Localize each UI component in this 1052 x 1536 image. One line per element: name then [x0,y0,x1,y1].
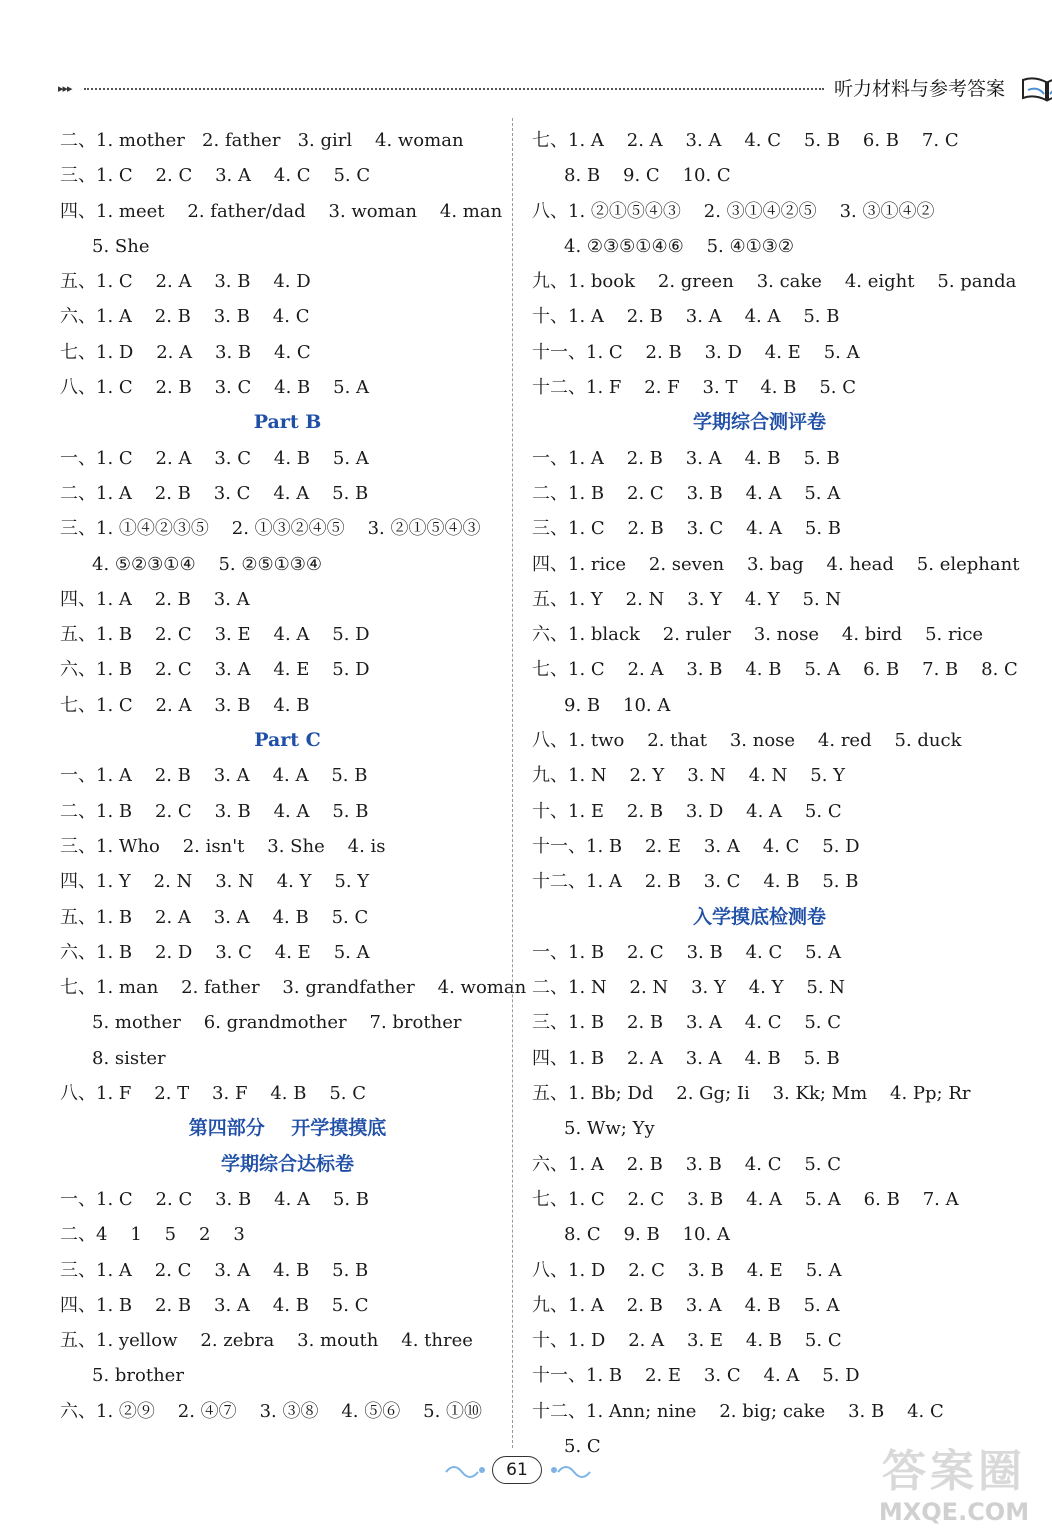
answer-line: 十一、1. B 2. E 3. A 4. C 5. D [532,835,860,857]
answer-line: 六、1. black 2. ruler 3. nose 4. bird 5. rice [532,624,984,646]
answer-line: 十、1. E 2. B 3. D 4. A 5. C [532,800,842,822]
section-heading: 学期综合达标卷 [220,1152,354,1175]
column-divider [512,118,513,1448]
answer-line: 三、1. B 2. B 3. A 4. C 5. C [532,1012,842,1034]
answer-line-continued: 5. brother [92,1365,184,1387]
answer-line: 四、1. meet 2. father/dad 3. woman 4. man [60,200,503,222]
answer-line: 四、1. Y 2. N 3. N 4. Y 5. Y [60,871,370,893]
answer-line-continued: 8. sister [92,1047,166,1069]
answer-line-continued: 5. C [564,1435,601,1457]
answer-line-continued: 4. ②③⑤①④⑥ 5. ④①③② [564,235,795,257]
answer-line: 二、4 1 5 2 3 [60,1224,245,1246]
answer-line: 四、1. rice 2. seven 3. bag 4. head 5. elephant [532,553,1020,575]
answer-line: 三、1. ①④②③⑤ 2. ①③②④⑤ 3. ②①⑤④③ [60,518,481,540]
answer-line: 二、1. B 2. C 3. B 4. A 5. A [532,482,841,504]
answer-line: 五、1. Y 2. N 3. Y 4. Y 5. N [532,588,842,610]
answer-line: 六、1. A 2. B 3. B 4. C [60,306,310,328]
answer-line: 六、1. B 2. D 3. C 4. E 5. A [60,941,370,963]
answer-line: 八、1. D 2. C 3. B 4. E 5. A [532,1259,842,1281]
answer-line: 五、1. B 2. A 3. A 4. B 5. C [60,906,369,928]
answer-line: 五、1. yellow 2. zebra 3. mouth 4. three [60,1330,473,1352]
answer-line: 四、1. B 2. B 3. A 4. B 5. C [60,1294,369,1316]
answer-line: 七、1. A 2. A 3. A 4. C 5. B 6. B 7. C [532,130,959,151]
answer-line: 九、1. A 2. B 3. A 4. B 5. A [532,1294,840,1316]
answer-line: 十二、1. Ann; nine 2. big; cake 3. B 4. C [532,1400,944,1422]
answers-right-column [532,123,1020,1464]
answer-line: 七、1. D 2. A 3. B 4. C [60,341,311,363]
answer-line: 十二、1. A 2. B 3. C 4. B 5. B [532,871,859,893]
answer-line: 六、1. ②⑨ 2. ④⑦ 3. ③⑧ 4. ⑤⑥ 5. ①⑩ [60,1400,483,1422]
answer-line: 八、1. C 2. B 3. C 4. B 5. A [60,377,370,399]
answer-line-continued: 4. ⑤②③①④ 5. ②⑤①③④ [92,553,323,575]
header-title: 听力材料与参考答案 [834,78,1006,100]
answer-line-continued: 8. B 9. C 10. C [564,165,731,187]
answer-line: 六、1. B 2. C 3. A 4. E 5. D [60,659,370,681]
watermark [864,1446,1044,1532]
answers-left-column [60,123,527,1429]
answer-line: 八、1. two 2. that 3. nose 4. red 5. duck [532,730,962,752]
answer-line: 九、1. book 2. green 3. cake 4. eight 5. panda [532,271,1017,293]
watermark-top-text: 答案圈 [882,1446,1026,1497]
section-heading: 第四部分 开学摸摸底 [188,1117,387,1140]
section-heading: Part B [253,411,322,434]
page-number: 61 [492,1456,542,1484]
answer-line: 三、1. C 2. B 3. C 4. A 5. B [532,518,842,540]
section-heading: 学期综合测评卷 [692,411,826,434]
answer-line: 三、1. Who 2. isn't 3. She 4. is [60,835,386,857]
answer-line: 五、1. B 2. C 3. E 4. A 5. D [60,624,370,646]
answer-line: 二、1. N 2. N 3. Y 4. Y 5. N [532,977,846,999]
answer-line: 五、1. C 2. A 3. B 4. D [60,271,311,293]
answer-line: 十一、1. B 2. E 3. C 4. A 5. D [532,1365,860,1387]
answer-line: 一、1. A 2. B 3. A 4. A 5. B [60,765,368,787]
answer-line: 八、1. ②①⑤④③ 2. ③①④②⑤ 3. ③①④② [532,200,935,222]
answer-line: 四、1. B 2. A 3. A 4. B 5. B [532,1047,840,1069]
answer-line: 十、1. A 2. B 3. A 4. A 5. B [532,306,840,328]
page-footer [440,1456,620,1486]
answer-line-continued: 5. She [92,235,150,257]
answer-line: 一、1. A 2. B 3. A 4. B 5. B [532,447,840,469]
watermark-bottom-text: MXQE.COM [878,1498,1030,1526]
answer-line: 六、1. A 2. B 3. B 4. C 5. C [532,1153,842,1175]
answer-line-continued: 8. C 9. B 10. A [564,1224,730,1246]
answer-line: 三、1. C 2. C 3. A 4. C 5. C [60,165,371,187]
answer-line: 五、1. Bb; Dd 2. Gg; Ii 3. Kk; Mm 4. Pp; Rr [532,1083,971,1105]
answer-line: 二、1. A 2. B 3. C 4. A 5. B [60,482,369,504]
answer-line: 七、1. C 2. A 3. B 4. B [60,694,310,716]
answer-line: 八、1. F 2. T 3. F 4. B 5. C [60,1083,367,1105]
answer-line: 二、1. B 2. C 3. B 4. A 5. B [60,800,369,822]
answer-line: 十二、1. F 2. F 3. T 4. B 5. C [532,377,857,399]
answer-line: 一、1. C 2. C 3. B 4. A 5. B [60,1188,370,1210]
answer-line-continued: 5. Ww; Yy [564,1118,655,1140]
answer-line: 二、1. mother 2. father 3. girl 4. woman [60,130,464,151]
answer-line: 九、1. N 2. Y 3. N 4. N 5. Y [532,765,846,787]
answer-line: 七、1. C 2. C 3. B 4. A 5. A 6. B 7. A [532,1188,959,1210]
answer-line: 七、1. man 2. father 3. grandfather 4. woman [60,977,527,999]
open-book-icon [1020,76,1052,102]
answer-line: 十、1. D 2. A 3. E 4. B 5. C [532,1330,842,1352]
footer-wave-left-icon [444,1460,488,1480]
answer-line-continued: 9. B 10. A [564,694,671,716]
answer-line-continued: 5. mother 6. grandmother 7. brother [92,1012,462,1034]
header-dotted-rule [84,88,824,90]
section-heading: Part C [254,729,321,752]
answer-line: 四、1. A 2. B 3. A [60,588,250,610]
answer-line: 一、1. B 2. C 3. B 4. C 5. A [532,941,842,963]
section-heading: 入学摸底检测卷 [692,905,826,928]
answer-line: 三、1. A 2. C 3. A 4. B 5. B [60,1259,369,1281]
answer-line: 十一、1. C 2. B 3. D 4. E 5. A [532,341,860,363]
answer-line: 一、1. C 2. A 3. C 4. B 5. A [60,447,369,469]
answer-line: 七、1. C 2. A 3. B 4. B 5. A 6. B 7. B 8. C [532,659,1018,681]
page-header [58,72,1018,106]
footer-wave-right-icon [548,1460,592,1480]
header-arrows: ▸▸▸ [58,82,72,95]
